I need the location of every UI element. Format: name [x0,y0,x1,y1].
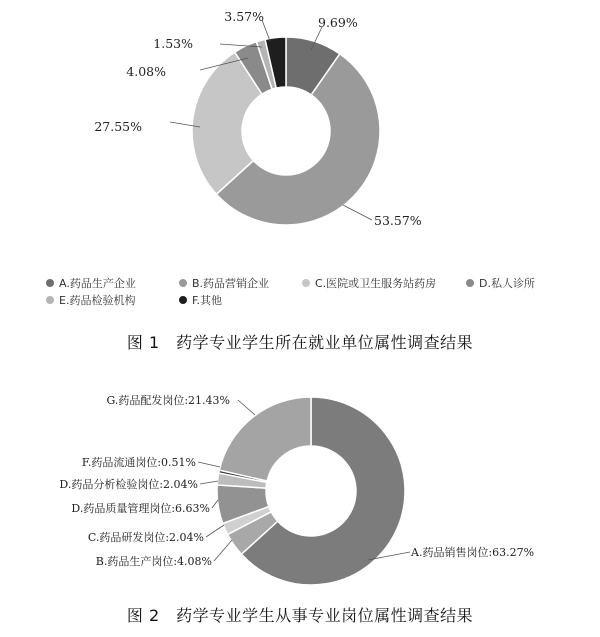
chart2-leader-6 [238,400,255,415]
chart1-legend-label-2: C.医院或卫生服务站药房 [315,277,437,290]
chart1-legend-label-3: D.私人诊所 [479,277,535,290]
chart1-legend-swatch-5 [179,296,187,304]
chart1-legend-label-5: F.其他 [192,294,223,307]
chart1-legend-swatch-0 [46,279,54,287]
chart2-leader-1 [214,540,232,561]
chart1-legend-swatch-1 [179,279,187,287]
chart1-value-label-0: 9.69% [318,15,358,30]
chart2-leader-4 [200,481,218,484]
chart1-caption: 图 1 药学专业学生所在就业单位属性调查结果 [126,333,474,352]
chart2-leader-3 [212,500,218,508]
chart2-slice-6 [219,397,311,481]
chart1-legend-swatch-4 [46,296,54,304]
chart2-value-label-4: D.药品分析检验岗位:2.04% [59,478,198,491]
chart2-leader-5 [198,462,220,467]
chart2-leader-2 [206,525,224,537]
chart1-leader-1 [343,205,372,220]
chart1-legend-swatch-3 [466,279,474,287]
chart1-legend-label-1: B.药品营销企业 [192,277,270,290]
chart2-value-label-6: G.药品配发岗位:21.43% [106,394,230,407]
chart1-legend [46,276,535,307]
chart2-caption: 图 2 药学专业学生从事专业岗位属性调查结果 [126,606,474,625]
chart2-value-label-5: F.药品流通岗位:0.51% [81,456,196,469]
chart2-value-label-0: A.药品销售岗位:63.27% [411,546,535,559]
chart2-value-label-1: B.药品生产岗位:4.08% [95,555,212,568]
chart1-legend-swatch-2 [302,279,310,287]
chart1-value-label-3: 4.08% [126,64,166,79]
chart2-donut [217,397,405,585]
chart1-value-label-5: 3.57% [224,9,264,24]
chart2-value-label-3: D.药品质量管理岗位:6.63% [71,502,210,515]
chart1-value-label-2: 27.55% [94,119,142,134]
chart1-value-label-4: 1.53% [153,36,193,51]
chart1-legend-label-0: A.药品生产企业 [59,277,136,290]
chart2-value-label-2: C.药品研发岗位:2.04% [87,531,204,544]
chart1-legend-label-4: E.药品检验机构 [59,294,136,307]
chart1-value-label-1: 53.57% [374,213,422,228]
